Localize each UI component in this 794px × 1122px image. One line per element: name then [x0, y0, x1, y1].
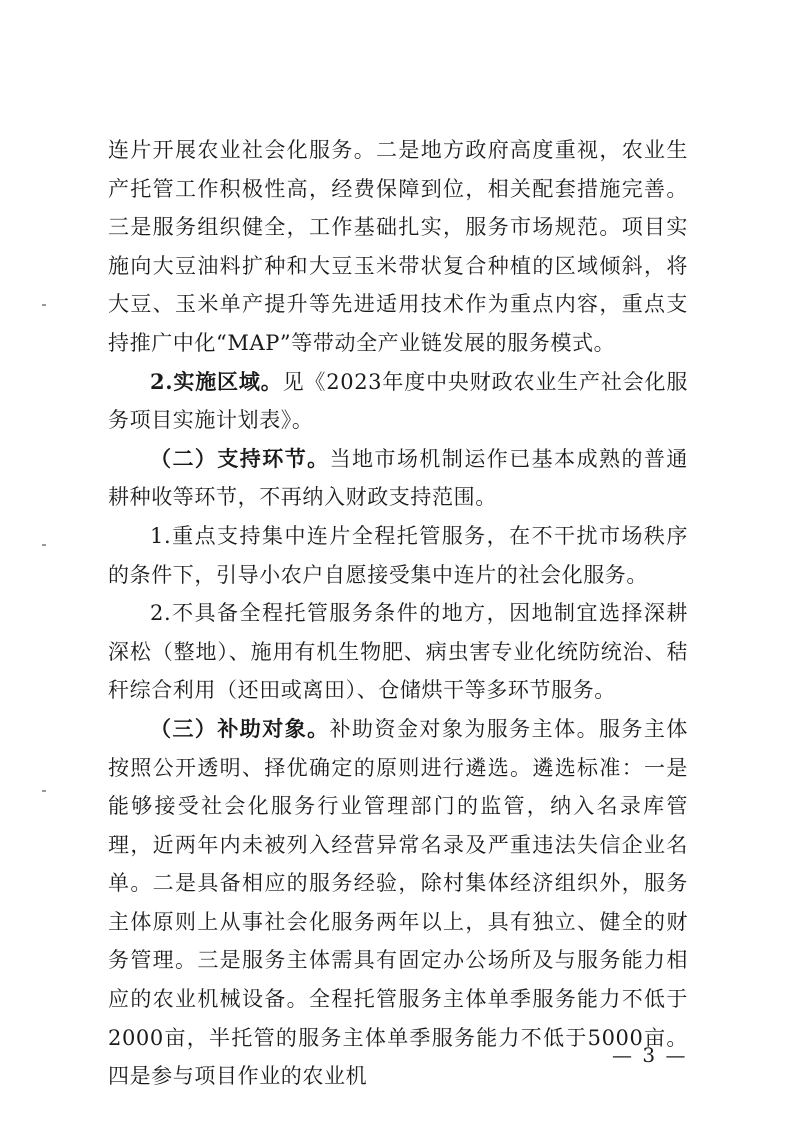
paragraph-text: 当地市场机制运作已基本成熟的普通耕种收等环节，不再纳入财政支持范围。	[108, 446, 688, 510]
paragraph-text: 2.不具备全程托管服务条件的地方，因地制宜选择深耕深松（整地）、施用有机生物肥、病虫害专业化统防统治、秸秆综合利用（还田或离田）、仓储烘干等多环节服务。	[108, 601, 688, 703]
paragraph-text: 见《2023年度中央财政农业生产社会化服务项目实施计划表》。	[108, 369, 688, 433]
binding-mark	[42, 544, 46, 546]
paragraph-subsidy-target	[108, 710, 688, 1096]
document-body	[108, 131, 688, 1096]
paragraph-full-custody	[108, 517, 688, 594]
paragraph-text: 补助资金对象为服务主体。服务主体按照公开透明、择优确定的原则进行遴选。遴选标准：一是能够接受社会化服务行业管理部门的监管，纳入名录库管理，近两年内未被列入经营异常名录及严重违法失信企业名单。二是具备相应的服务经验，除村集体经济组织外，服务主体原则上从事社会化服务两年以上，具有独立、健全的财务管理。三是服务主体需具有固定办公场所及与服务能力相应的农业机械设备。全程托管服务主体单季服务能力不低于2000亩，半托管的服务主体单季服务能力不低于5000亩。四是参与项目作业的农业机	[108, 716, 688, 1089]
paragraph-text: 连片开展农业社会化服务。二是地方政府高度重视，农业生产托管工作积极性高，经费保障到位，相关配套措施完善。三是服务组织健全，工作基础扎实，服务市场规范。项目实施向大豆油料扩种和大豆玉米带状复合种植的区域倾斜，将大豆、玉米单产提升等先进适用技术作为重点内容，重点支持推广中化“MAP”等带动全产业链发展的服务模式。	[108, 138, 688, 355]
paragraph-heading: （三）补助对象。	[150, 715, 330, 741]
binding-mark	[42, 790, 46, 792]
paragraph-support-links	[108, 440, 688, 517]
paragraph-heading: 2.实施区域。	[150, 368, 283, 394]
paragraph-multi-link	[108, 594, 688, 710]
paragraph-continuation	[108, 131, 688, 363]
page-number: — 3 —	[612, 1043, 688, 1067]
paragraph-text: 1.重点支持集中连片全程托管服务，在不干扰市场秩序的条件下，引导小农户自愿接受集中连片的社会化服务。	[108, 523, 688, 587]
binding-mark	[42, 304, 46, 306]
paragraph-implementation-area	[108, 363, 688, 440]
paragraph-heading: （二）支持环节。	[150, 445, 330, 471]
